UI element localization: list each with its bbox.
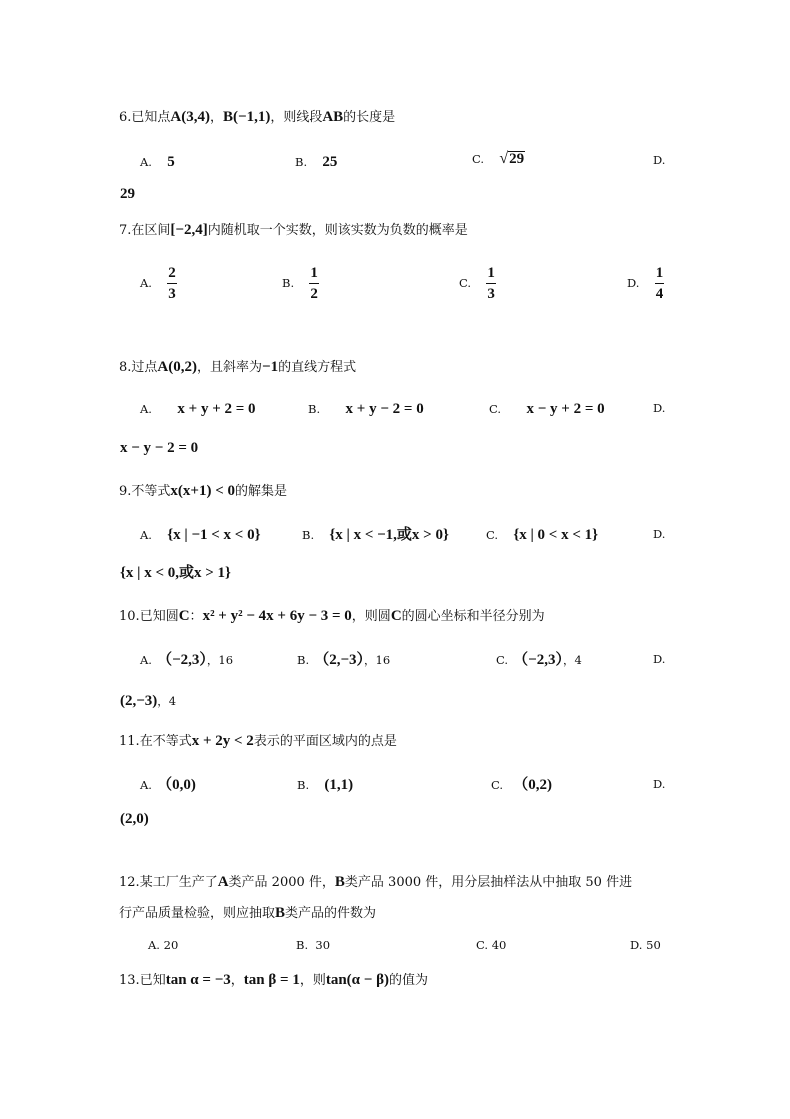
question-10-option-c[interactable]: C. （−2,3），4 bbox=[496, 652, 582, 668]
question-13-stem: 13.已知tan α = −3，tan β = 1，则tan(α − β)的值为 bbox=[119, 972, 429, 988]
question-7-stem: 7.在区间[−2,4]内随机取一个实数，则该实数为负数的概率是 bbox=[119, 222, 468, 238]
question-9-option-d-label[interactable]: D. bbox=[653, 527, 666, 541]
fraction: $\frac{1}{3}$ bbox=[487, 265, 495, 302]
question-10-option-a[interactable]: A. （−2,3），16 bbox=[140, 652, 234, 668]
question-7-option-b[interactable]: B. $\frac{1}{2}$ bbox=[282, 265, 318, 302]
question-8-option-c[interactable]: C. x − y + 2 = 0 bbox=[489, 401, 605, 417]
question-8-stem: 8.过点A(0,2)，且斜率为−1的直线方程式 bbox=[119, 359, 357, 375]
question-9-option-b[interactable]: B. {x | x < −1,或x > 0} bbox=[302, 527, 449, 543]
fraction: $\frac{1}{4}$ bbox=[655, 265, 664, 302]
fraction: $\frac{2}{3}$ bbox=[168, 265, 176, 302]
question-11-option-d-label[interactable]: D. bbox=[653, 777, 666, 791]
question-8-option-a[interactable]: A. x + y + 2 = 0 bbox=[140, 401, 256, 417]
question-12-option-c[interactable]: C. 40 bbox=[476, 938, 507, 952]
question-10-stem: 10.已知圆C：x² + y² − 4x + 6y − 3 = 0，则圆C的圆心坐标和半径分别为 bbox=[119, 608, 545, 624]
question-8-option-d-label[interactable]: D. bbox=[653, 401, 666, 415]
question-11-stem: 11.在不等式x + 2y < 2表示的平面区域内的点是 bbox=[119, 733, 397, 749]
question-7-option-d[interactable]: D. $\frac{1}{4}$ bbox=[627, 265, 664, 302]
fraction: $\frac{1}{2}$ bbox=[310, 265, 318, 302]
question-11-option-d-value[interactable]: (2,0) bbox=[120, 811, 149, 827]
question-7-option-c[interactable]: C. $\frac{1}{3}$ bbox=[459, 265, 495, 302]
question-6-option-a[interactable]: A. 5 bbox=[140, 154, 175, 170]
question-8-option-d-value[interactable]: x − y − 2 = 0 bbox=[120, 440, 199, 456]
question-9-stem: 9.不等式x(x+1) < 0的解集是 bbox=[119, 483, 288, 499]
question-12-stem-line-2: 行产品质量检验，则应抽取B类产品的件数为 bbox=[119, 905, 377, 921]
question-11-option-b[interactable]: B. (1,1) bbox=[297, 777, 354, 793]
question-12-option-d[interactable]: D. 50 bbox=[630, 938, 661, 952]
question-10-option-d-label[interactable]: D. bbox=[653, 652, 666, 666]
question-11-option-c[interactable]: C. （0,2) bbox=[491, 777, 552, 793]
question-6-option-c[interactable]: C. √ 29 bbox=[472, 150, 525, 167]
question-12-option-a[interactable]: A. 20 bbox=[148, 938, 179, 952]
question-6-option-d-label[interactable]: D. bbox=[653, 153, 666, 167]
question-11-option-a[interactable]: A. （0,0) bbox=[140, 777, 196, 793]
question-6-option-b[interactable]: B. 25 bbox=[295, 154, 338, 170]
question-6-option-d-value[interactable]: 29 bbox=[120, 186, 135, 202]
question-10-option-d-value[interactable]: (2,−3)，4 bbox=[120, 693, 177, 709]
question-8-option-b[interactable]: B. x + y − 2 = 0 bbox=[308, 401, 424, 417]
question-12-stem-line-1: 12.某工厂生产了A类产品 2000 件，B类产品 3000 件，用分层抽样法从中抽取 50 件进 bbox=[119, 874, 633, 890]
question-7-option-a[interactable]: A. $\frac{2}{3}$ bbox=[140, 265, 176, 302]
question-12-option-b[interactable]: B. 30 bbox=[296, 938, 331, 952]
question-9-option-d-value[interactable]: {x | x < 0,或x > 1} bbox=[120, 565, 231, 581]
question-10-option-b[interactable]: B. （2,−3），16 bbox=[297, 652, 391, 668]
question-6-stem: 6.已知点A(3,4)，B(−1,1)，则线段AB的长度是 bbox=[119, 109, 396, 125]
question-9-option-a[interactable]: A. {x | −1 < x < 0} bbox=[140, 527, 261, 543]
question-9-option-c[interactable]: C. {x | 0 < x < 1} bbox=[486, 527, 599, 543]
sqrt-symbol: √ 29 bbox=[499, 150, 525, 167]
